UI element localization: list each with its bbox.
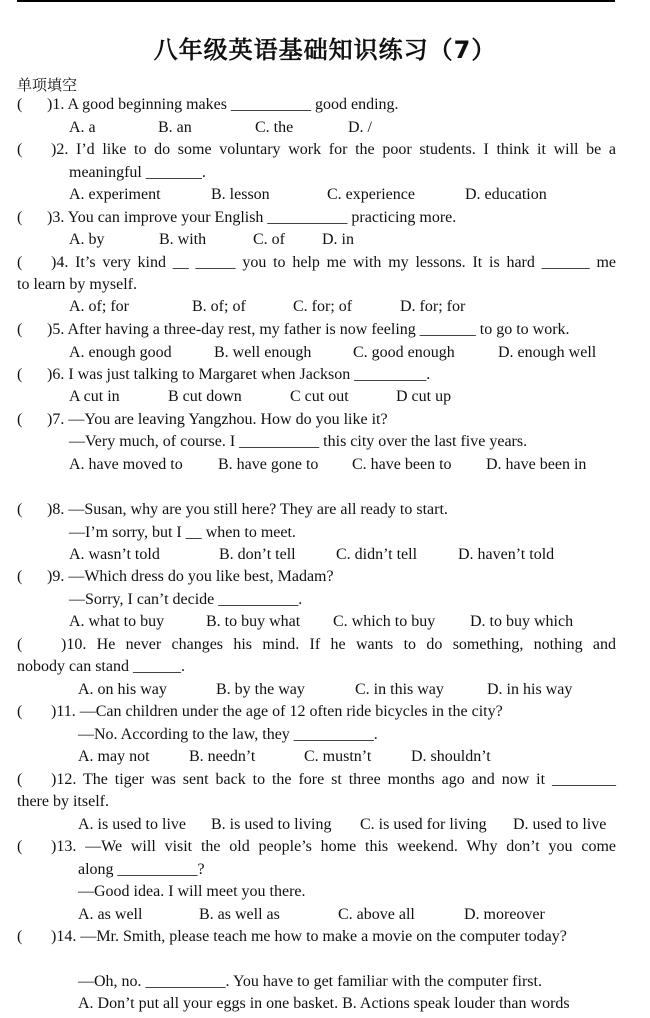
question-text-cont: —No. According to the law, they __________. (78, 726, 378, 743)
answer-blank[interactable]: ( (17, 838, 23, 855)
option: D. used to live (513, 816, 607, 833)
option: C. good enough (353, 344, 455, 361)
option: B. needn’t (189, 748, 256, 765)
option: A. what to buy (69, 613, 165, 630)
option: A cut in (69, 388, 120, 405)
question-text: )3. You can improve your English __________ practicing more. (47, 209, 457, 226)
option: B. with (159, 231, 207, 248)
option: C. the (255, 119, 294, 136)
question-text-cont: —Very much, of course. I __________ this city over the last five years. (69, 433, 528, 450)
question-text: )5. After having a three-day rest, my father is now feeling _______ to go to work. (47, 321, 570, 338)
answer-blank[interactable]: ( (17, 366, 23, 383)
question-text: )2. I’d like to do some voluntary work for the poor students. I think it will be a (51, 141, 616, 158)
question-7 (17, 410, 388, 430)
answer-blank[interactable]: ( (17, 928, 23, 945)
answer-blank[interactable]: ( (17, 141, 23, 158)
option: C. have been to (352, 456, 452, 473)
question-11 (17, 702, 503, 722)
question-text: )14. —Mr. Smith, please teach me how to make a movie on the computer today? (51, 928, 567, 945)
question-text: )10. He never changes his mind. If he wants to do something, nothing and (61, 636, 616, 653)
option: B cut down (168, 388, 242, 405)
option: D. shouldn’t (411, 748, 491, 765)
question-text: )8. —Susan, why are you still here? They are all ready to start. (47, 501, 448, 518)
answer-blank[interactable]: ( (17, 254, 23, 271)
option: B. lesson (211, 186, 270, 203)
option: A. as well (78, 906, 143, 923)
option: A. on his way (78, 681, 167, 698)
option: D. have been in (486, 456, 587, 473)
question-14 (17, 927, 567, 947)
question-5 (17, 320, 570, 340)
question-text: )12. The tiger was sent back to the fore st three months ago and now it ________ (51, 771, 616, 788)
option: B. well enough (214, 344, 312, 361)
section-heading: 单项填空 (17, 76, 78, 94)
option: D. to buy which (470, 613, 574, 630)
option: C. for; of (293, 298, 353, 315)
question-text-cont: —Good idea. I will meet you there. (78, 883, 306, 900)
option: B. is used to living (211, 816, 332, 833)
question-text-cont: —Sorry, I can’t decide __________. (69, 591, 303, 608)
question-1 (17, 95, 399, 115)
option: C. of (253, 231, 285, 248)
option: D. enough well (498, 344, 597, 361)
option: C. mustn’t (304, 748, 372, 765)
option: A. is used to live (78, 816, 186, 833)
question-text-cont: to learn by myself. (17, 276, 137, 293)
option: C. in this way (355, 681, 444, 698)
answer-blank[interactable]: ( (17, 636, 23, 653)
answer-blank[interactable]: ( (17, 771, 23, 788)
top-rule (17, 0, 615, 2)
question-text-cont: meaningful _______. (69, 164, 206, 181)
question-text-cont: there by itself. (17, 793, 109, 810)
option: D cut up (396, 388, 452, 405)
option: B. don’t tell (219, 546, 296, 563)
answer-blank[interactable]: ( (17, 568, 23, 585)
question-text-cont: —Oh, no. __________. You have to get familiar with the computer first. (78, 973, 542, 990)
option: B. an (158, 119, 192, 136)
page-title: 八年级英语基础知识练习（7） (153, 36, 497, 64)
option: C cut out (290, 388, 349, 405)
option: B. to buy what (206, 613, 301, 630)
question-text: )6. I was just talking to Margaret when Jackson _________. (47, 366, 431, 383)
question-3 (17, 208, 456, 228)
question-9 (17, 567, 334, 587)
question-text: )13. —We will visit the old people’s home this weekend. Why don’t you come (51, 838, 616, 855)
option: D. in (322, 231, 354, 248)
option: C. is used for living (360, 816, 487, 833)
option: D. / (348, 119, 372, 136)
answer-blank[interactable]: ( (17, 96, 23, 113)
question-text-cont: along __________? (78, 861, 205, 878)
question-text-cont: —I’m sorry, but I __ when to meet. (69, 524, 296, 541)
option: A. of; for (69, 298, 129, 315)
question-text: )4. It’s very kind __ _____ you to help me with my lessons. It is hard ______ me (51, 254, 616, 271)
option: C. above all (338, 906, 415, 923)
option: B. of; of (192, 298, 246, 315)
option: A. a (69, 119, 96, 136)
option: A. have moved to (69, 456, 183, 473)
option: A. Don’t put all your eggs in one basket. B. Actions speak louder than words (78, 995, 570, 1012)
answer-blank[interactable]: ( (17, 411, 23, 428)
option: C. experience (327, 186, 415, 203)
option: A. may not (78, 748, 150, 765)
option: A. wasn’t told (69, 546, 160, 563)
option: D. education (465, 186, 547, 203)
option: A. enough good (69, 344, 172, 361)
question-text: )1. A good beginning makes __________ good ending. (47, 96, 399, 113)
option: B. as well as (199, 906, 280, 923)
question-text: )7. —You are leaving Yangzhou. How do you like it? (47, 411, 388, 428)
question-text-cont: nobody can stand ______. (17, 658, 185, 675)
option: A. experiment (69, 186, 161, 203)
answer-blank[interactable]: ( (17, 321, 23, 338)
option: D. in his way (487, 681, 573, 698)
option: C. which to buy (333, 613, 436, 630)
option: D. haven’t told (458, 546, 555, 563)
answer-blank[interactable]: ( (17, 501, 23, 518)
option: A. by (69, 231, 105, 248)
question-6 (17, 365, 430, 385)
option: D. moreover (464, 906, 545, 923)
option: B. have gone to (218, 456, 319, 473)
question-text: )11. —Can children under the age of 12 often ride bicycles in the city? (51, 703, 503, 720)
option: C. didn’t tell (336, 546, 418, 563)
answer-blank[interactable]: ( (17, 209, 23, 226)
answer-blank[interactable]: ( (17, 703, 23, 720)
option: D. for; for (400, 298, 466, 315)
question-8 (17, 500, 448, 520)
option: B. by the way (216, 681, 305, 698)
question-text: )9. —Which dress do you like best, Madam? (47, 568, 334, 585)
